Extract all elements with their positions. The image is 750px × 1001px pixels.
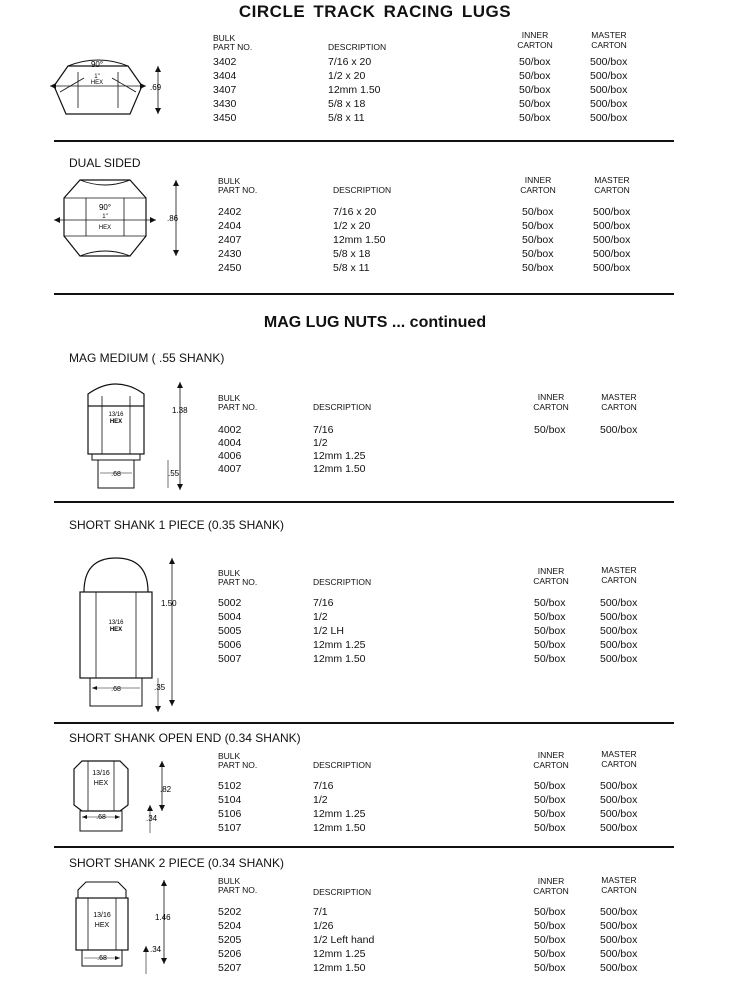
description: 1/2 x 20 — [328, 70, 366, 82]
hex-label: HEX — [109, 419, 123, 425]
col-bulk: BULK — [218, 393, 241, 403]
master-carton: 500/box — [600, 611, 638, 623]
col-inner: INNER — [537, 566, 565, 576]
hex-size-label: 13/16 — [93, 912, 111, 919]
hex-label: HEX — [98, 225, 112, 231]
description: 1/2 LH — [313, 625, 344, 637]
inner-carton: 50/box — [534, 611, 566, 623]
col-part-no: PART NO. — [218, 885, 258, 895]
hex-size-label: 1" — [102, 214, 108, 220]
master-carton: 500/box — [593, 248, 631, 260]
shank-length-dimension: .35 — [154, 683, 166, 692]
inner-carton: 50/box — [519, 98, 551, 110]
col-description: DESCRIPTION — [313, 760, 372, 770]
inner-carton: 50/box — [519, 70, 551, 82]
description: 7/16 x 20 — [328, 56, 372, 68]
col-inner: INNER — [537, 876, 565, 886]
master-carton: 500/box — [600, 780, 638, 792]
master-carton: 500/box — [600, 906, 638, 918]
col-inner: INNER — [537, 392, 565, 402]
master-carton: 500/box — [600, 794, 638, 806]
description: 1/2 — [313, 794, 328, 806]
shank-length-dimension: .34 — [150, 945, 162, 954]
col-description: DESCRIPTION — [328, 42, 387, 52]
short-shank-1-piece-lug-diagram — [76, 554, 196, 714]
description: 12mm 1.50 — [313, 822, 366, 834]
inner-carton: 50/box — [534, 424, 566, 436]
part-number: 5107 — [218, 822, 242, 834]
circle-track-lug-diagram — [50, 50, 180, 130]
description: 12mm 1.50 — [328, 84, 381, 96]
part-number: 5002 — [218, 597, 242, 609]
overall-length-dimension: .82 — [160, 785, 172, 794]
col-description: DESCRIPTION — [313, 402, 372, 412]
description: 12mm 1.25 — [313, 639, 366, 651]
master-carton: 500/box — [590, 98, 628, 110]
master-carton: 500/box — [600, 639, 638, 651]
col-part-no: PART NO. — [218, 185, 258, 195]
page-title: CIRCLE TRACK RACING LUGS — [238, 2, 512, 21]
master-carton: 500/box — [593, 262, 631, 274]
description: 12mm 1.25 — [313, 808, 366, 820]
inner-carton: 50/box — [534, 906, 566, 918]
col-inner-carton: CARTON — [533, 760, 569, 770]
overall-length-dimension: 1.38 — [172, 406, 188, 415]
hex-label: HEX — [109, 627, 123, 633]
description: 12mm 1.25 — [313, 948, 366, 960]
part-number: 5202 — [218, 906, 242, 918]
col-inner-carton: CARTON — [533, 886, 569, 896]
part-number: 5007 — [218, 653, 242, 665]
master-carton: 500/box — [600, 948, 638, 960]
description: 7/16 — [313, 780, 334, 792]
part-number: 3407 — [213, 84, 237, 96]
shank-diameter-dimension: .68 — [96, 814, 106, 821]
part-number: 5207 — [218, 962, 242, 974]
inner-carton: 50/box — [522, 234, 554, 246]
master-carton: 500/box — [600, 653, 638, 665]
section-divider — [54, 846, 674, 848]
inner-carton: 50/box — [534, 948, 566, 960]
part-number: 4002 — [218, 424, 242, 436]
col-inner: INNER — [521, 30, 549, 40]
overall-length-dimension: 1.50 — [161, 599, 177, 608]
description: 5/8 x 11 — [328, 112, 365, 124]
description: 12mm 1.25 — [313, 450, 366, 462]
description: 5/8 x 18 — [328, 98, 366, 110]
master-carton: 500/box — [600, 625, 638, 637]
inner-carton: 50/box — [522, 262, 554, 274]
part-number: 3404 — [213, 70, 237, 82]
col-master-carton: CARTON — [601, 575, 637, 585]
inner-carton: 50/box — [534, 794, 566, 806]
part-number: 4004 — [218, 437, 242, 449]
master-carton: 500/box — [600, 920, 638, 932]
overall-length-dimension: 1.46 — [155, 913, 171, 922]
col-master-carton: CARTON — [601, 402, 637, 412]
description: 1/2 Left hand — [313, 934, 375, 946]
master-carton: 500/box — [590, 112, 628, 124]
section-divider — [54, 140, 674, 142]
inner-carton: 50/box — [534, 653, 566, 665]
shank-diameter-dimension: .68 — [97, 955, 107, 962]
description: 5/8 x 18 — [333, 248, 371, 260]
inner-carton: 50/box — [519, 112, 551, 124]
description: 5/8 x 11 — [333, 262, 370, 274]
inner-carton: 50/box — [522, 206, 554, 218]
col-master: MASTER — [601, 392, 637, 402]
col-part-no: PART NO. — [218, 577, 258, 587]
col-bulk: BULK — [218, 751, 241, 761]
shank-length-dimension: .55 — [168, 469, 180, 478]
angle-label: 90° — [98, 203, 112, 212]
part-number: 5006 — [218, 639, 242, 651]
col-inner-carton: CARTON — [533, 402, 569, 412]
col-inner-carton: CARTON — [533, 576, 569, 586]
master-carton: 500/box — [590, 84, 628, 96]
col-master: MASTER — [591, 30, 627, 40]
col-master: MASTER — [601, 565, 637, 575]
part-number: 5104 — [218, 794, 242, 806]
col-master: MASTER — [601, 875, 637, 885]
inner-carton: 50/box — [534, 780, 566, 792]
part-number: 5204 — [218, 920, 242, 932]
dual-sided-lug-diagram — [50, 176, 190, 266]
master-carton: 500/box — [600, 934, 638, 946]
hex-size-label: 1" — [94, 74, 100, 80]
section-label: MAG MEDIUM ( .55 SHANK) — [69, 351, 225, 365]
description: 12mm 1.50 — [313, 463, 366, 475]
section-divider — [54, 501, 674, 503]
section-label: SHORT SHANK 1 PIECE (0.35 SHANK) — [69, 518, 284, 532]
part-number: 3450 — [213, 112, 237, 124]
col-inner-carton: CARTON — [517, 40, 553, 50]
height-dimension: .86 — [167, 214, 179, 223]
description: 7/16 — [313, 597, 334, 609]
inner-carton: 50/box — [519, 56, 551, 68]
master-carton: 500/box — [593, 234, 631, 246]
part-number: 5004 — [218, 611, 242, 623]
col-bulk: BULK — [218, 568, 241, 578]
hex-size-label: 13/16 — [92, 770, 110, 777]
description: 12mm 1.50 — [313, 962, 366, 974]
description: 7/16 — [313, 424, 334, 436]
description: 12mm 1.50 — [313, 653, 366, 665]
col-inner: INNER — [537, 750, 565, 760]
col-inner: INNER — [524, 175, 552, 185]
shank-diameter-dimension: .68 — [111, 471, 121, 478]
inner-carton: 50/box — [522, 220, 554, 232]
part-number: 5205 — [218, 934, 242, 946]
master-carton: 500/box — [600, 962, 638, 974]
part-number: 2430 — [218, 248, 242, 260]
description: 7/16 x 20 — [333, 206, 377, 218]
mag-medium-lug-diagram — [80, 376, 200, 496]
part-number: 3430 — [213, 98, 237, 110]
height-dimension: .69 — [150, 83, 162, 92]
col-description: DESCRIPTION — [313, 887, 372, 897]
col-inner-carton: CARTON — [520, 185, 556, 195]
section-divider — [54, 293, 674, 295]
inner-carton: 50/box — [534, 962, 566, 974]
col-description: DESCRIPTION — [333, 185, 392, 195]
inner-carton: 50/box — [534, 639, 566, 651]
description: 1/26 — [313, 920, 334, 932]
hex-label: HEX — [93, 780, 109, 787]
master-carton: 500/box — [600, 822, 638, 834]
col-master-carton: CARTON — [601, 759, 637, 769]
section-label: SHORT SHANK OPEN END (0.34 SHANK) — [69, 731, 301, 745]
shank-length-dimension: .34 — [146, 814, 158, 823]
description: 1/2 — [313, 611, 328, 623]
section-label: DUAL SIDED — [69, 156, 141, 170]
inner-carton: 50/box — [534, 822, 566, 834]
description: 12mm 1.50 — [333, 234, 386, 246]
part-number: 5106 — [218, 808, 242, 820]
hex-label: HEX — [90, 80, 104, 86]
part-number: 5102 — [218, 780, 242, 792]
short-shank-open-end-lug-diagram — [70, 755, 180, 835]
col-master: MASTER — [594, 175, 630, 185]
hex-size-label: 13/16 — [108, 412, 124, 418]
shank-diameter-dimension: .68 — [111, 686, 121, 693]
description: 1/2 — [313, 437, 328, 449]
hex-label: HEX — [94, 922, 110, 929]
col-bulk: BULK — [218, 176, 241, 186]
section-title: MAG LUG NUTS ... continued — [263, 314, 487, 331]
inner-carton: 50/box — [534, 625, 566, 637]
hex-size-label: 13/16 — [108, 620, 124, 626]
part-number: 2407 — [218, 234, 242, 246]
angle-label: 90° — [90, 60, 104, 69]
part-number: 3402 — [213, 56, 237, 68]
inner-carton: 50/box — [534, 920, 566, 932]
master-carton: 500/box — [600, 597, 638, 609]
master-carton: 500/box — [590, 56, 628, 68]
short-shank-2-piece-lug-diagram — [72, 876, 182, 976]
section-label: SHORT SHANK 2 PIECE (0.34 SHANK) — [69, 856, 284, 870]
col-part-no: PART NO. — [218, 760, 258, 770]
col-master: MASTER — [601, 749, 637, 759]
part-number: 2402 — [218, 206, 242, 218]
description: 1/2 x 20 — [333, 220, 371, 232]
inner-carton: 50/box — [534, 934, 566, 946]
col-part-no: PART NO. — [213, 42, 253, 52]
col-bulk: BULK — [213, 33, 236, 43]
inner-carton: 50/box — [522, 248, 554, 260]
master-carton: 500/box — [593, 220, 631, 232]
col-bulk: BULK — [218, 876, 241, 886]
col-master-carton: CARTON — [601, 885, 637, 895]
part-number: 4007 — [218, 463, 242, 475]
part-number: 5005 — [218, 625, 242, 637]
inner-carton: 50/box — [519, 84, 551, 96]
inner-carton: 50/box — [534, 808, 566, 820]
master-carton: 500/box — [600, 808, 638, 820]
master-carton: 500/box — [600, 424, 638, 436]
part-number: 4006 — [218, 450, 242, 462]
part-number: 2450 — [218, 262, 242, 274]
description: 7/1 — [313, 906, 328, 918]
part-number: 2404 — [218, 220, 242, 232]
section-divider — [54, 722, 674, 724]
col-description: DESCRIPTION — [313, 577, 372, 587]
col-part-no: PART NO. — [218, 402, 258, 412]
inner-carton: 50/box — [534, 597, 566, 609]
part-number: 5206 — [218, 948, 242, 960]
col-master-carton: CARTON — [594, 185, 630, 195]
col-master-carton: CARTON — [591, 40, 627, 50]
master-carton: 500/box — [593, 206, 631, 218]
master-carton: 500/box — [590, 70, 628, 82]
